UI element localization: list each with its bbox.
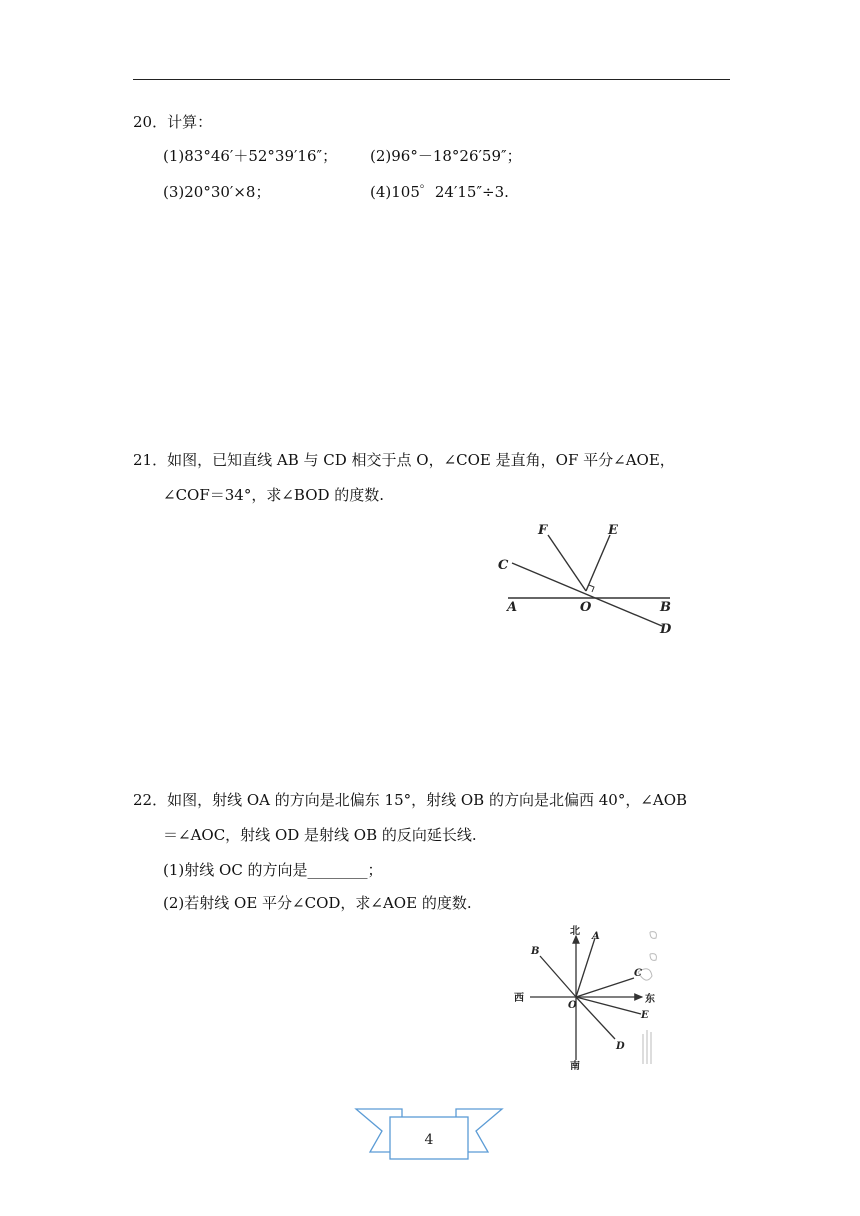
ray-oe (576, 997, 641, 1014)
page-number: 4 (424, 1132, 434, 1148)
ray-oa (576, 938, 595, 997)
q20-title: 20．计算： (133, 113, 213, 131)
label-south: 南 (570, 1061, 580, 1072)
label-e: E (641, 1010, 649, 1021)
label-a: A (507, 600, 518, 615)
label-c: C (498, 558, 509, 573)
ray-of (548, 535, 586, 591)
q20-part2: (2)96°－18°26′59″； (370, 147, 522, 165)
q21-figure (490, 515, 690, 645)
q22-line2: ＝∠AOC，射线 OD 是射线 OB 的反向延长线. (163, 826, 477, 844)
page-number-ribbon (354, 1104, 504, 1164)
label-a: A (592, 931, 600, 942)
ray-oc (576, 978, 634, 997)
ray-od (576, 997, 615, 1039)
label-d: D (616, 1041, 625, 1052)
label-north: 北 (570, 926, 580, 937)
q20-part4: (4)105゜24′15″÷3. (370, 183, 509, 201)
header-rule (133, 79, 730, 80)
label-d: D (660, 622, 672, 637)
q21-line1: 21．如图，已知直线 AB 与 CD 相交于点 O，∠COE 是直角，OF 平分∠AOE， (133, 451, 675, 469)
ray-ob (540, 956, 576, 997)
label-b: B (531, 946, 540, 957)
label-o: O (568, 1000, 577, 1011)
q20-part3: (3)20°30′×8； (163, 183, 271, 201)
label-west: 西 (514, 993, 524, 1004)
right-angle-mark (589, 585, 594, 592)
line-cd (512, 563, 662, 626)
label-e: E (608, 523, 618, 538)
q22-line1: 22．如图，射线 OA 的方向是北偏东 15°，射线 OB 的方向是北偏西 40°，∠AOB (133, 791, 688, 809)
q20-part1: (1)83°46′＋52°39′16″； (163, 147, 338, 165)
label-o: O (580, 600, 592, 615)
label-east: 东 (645, 994, 655, 1005)
label-c: C (634, 968, 642, 979)
q22-figure (510, 922, 660, 1072)
q22-part1: (1)射线 OC 的方向是________； (163, 861, 383, 879)
q22-part2: (2)若射线 OE 平分∠COD，求∠AOE 的度数. (163, 894, 472, 912)
label-b: B (660, 600, 671, 615)
label-f: F (538, 523, 548, 538)
ray-oe (586, 535, 610, 591)
q21-line2: ∠COF＝34°，求∠BOD 的度数. (163, 486, 385, 504)
